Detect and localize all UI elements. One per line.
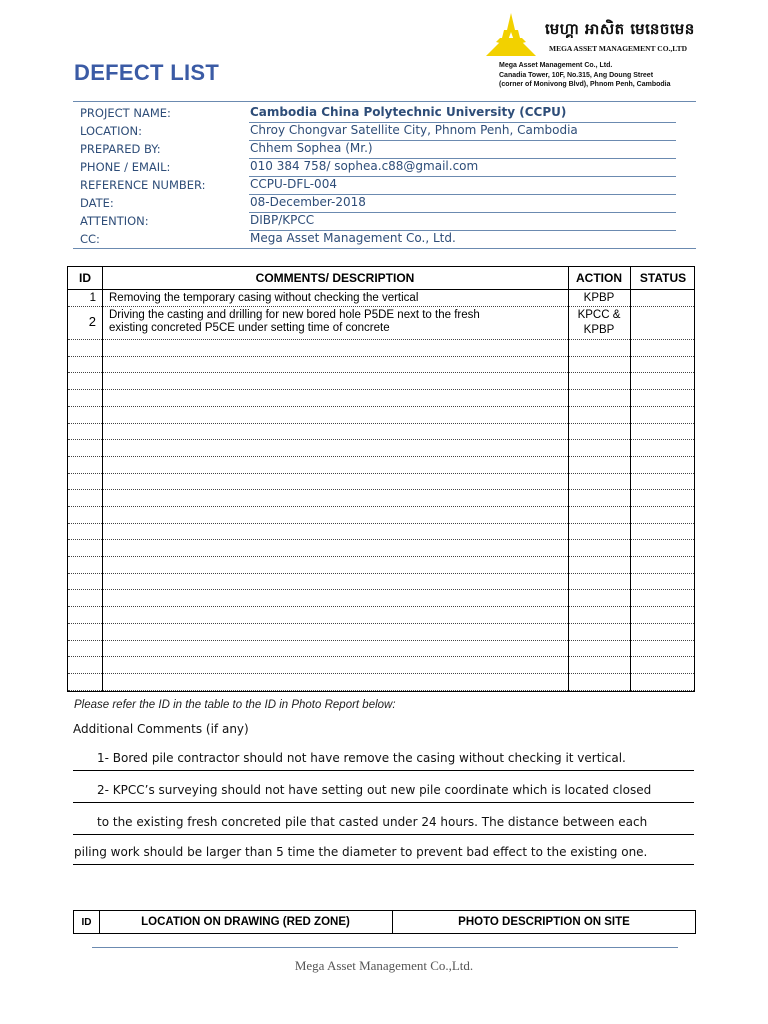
row-divider	[68, 523, 694, 524]
info-label: LOCATION:	[80, 124, 142, 138]
row-divider	[68, 556, 694, 557]
row-divider	[68, 656, 694, 657]
row-divider	[68, 589, 694, 590]
comment-text: 2- KPCC’s surveying should not have setting out new pile coordinate which is located closed	[97, 783, 652, 797]
row-divider	[68, 573, 694, 574]
info-top-rule	[73, 101, 696, 102]
header-divider	[68, 289, 694, 290]
column-divider	[102, 267, 103, 691]
info-value: Chhem Sophea (Mr.)	[249, 141, 676, 159]
row-divider	[68, 456, 694, 457]
info-value: CCPU-DFL-004	[249, 177, 676, 195]
info-row-prepared-by	[80, 140, 680, 158]
photo-header-description: PHOTO DESCRIPTION ON SITE	[458, 916, 630, 928]
info-value: 08-December-2018	[249, 195, 676, 213]
photo-table	[73, 910, 696, 934]
row-divider	[68, 439, 694, 440]
info-value: Cambodia China Polytechnic University (CCPU)	[249, 105, 676, 123]
comment-line	[73, 815, 694, 835]
row-divider	[68, 489, 694, 490]
row-divider	[68, 539, 694, 540]
info-row-date	[80, 194, 680, 212]
row-action-cont: KPBP	[583, 324, 615, 336]
row-divider	[68, 473, 694, 474]
address-line: (corner of Monivong Blvd), Phnom Penh, Cambodia	[499, 81, 671, 88]
header-action: ACTION	[576, 271, 622, 285]
info-bottom-rule	[73, 248, 696, 249]
company-logo	[482, 12, 540, 58]
defect-table	[67, 266, 695, 692]
info-label: REFERENCE NUMBER:	[80, 178, 206, 192]
additional-comments-heading: Additional Comments (if any)	[73, 722, 249, 736]
info-row-cc	[80, 230, 680, 248]
row-divider	[68, 406, 694, 407]
company-khmer-name: មេហ្គា អាសិត មេនេចមេន	[545, 20, 695, 38]
photo-header-location: LOCATION ON DRAWING (RED ZONE)	[141, 916, 350, 928]
row-divider	[68, 339, 694, 340]
comment-line	[73, 751, 694, 771]
address-line: Mega Asset Management Co., Ltd.	[499, 62, 613, 69]
row-divider	[68, 306, 694, 307]
row-id: 2	[88, 314, 96, 329]
info-row-reference	[80, 176, 680, 194]
comment-text: 1- Bored pile contractor should not have remove the casing without checking it vertical.	[97, 751, 626, 765]
row-description: Driving the casting and drilling for new bored hole P5DE next to the fresh	[109, 309, 480, 321]
info-value: 010 384 758/ sophea.c88@gmail.com	[249, 159, 676, 177]
comment-text: to the existing fresh concreted pile that casted under 24 hours. The distance between each	[97, 815, 648, 829]
footer-rule	[92, 947, 678, 948]
info-row-project	[80, 104, 680, 122]
row-divider	[68, 356, 694, 357]
row-divider	[68, 606, 694, 607]
info-value: Chroy Chongvar Satellite City, Phnom Penh, Cambodia	[249, 123, 676, 141]
info-label: CC:	[80, 232, 100, 246]
address-line: Canadia Tower, 10F, No.315, Ang Doung Street	[499, 71, 654, 79]
row-action: KPCC &	[577, 309, 621, 321]
photo-report-note: Please refer the ID in the table to the ID in Photo Report below:	[74, 699, 396, 711]
info-label: DATE:	[80, 196, 114, 210]
info-label: PROJECT NAME:	[80, 106, 171, 120]
info-row-phone-email	[80, 158, 680, 176]
header-status: STATUS	[639, 271, 687, 285]
row-description-cont: existing concreted P5CE under setting time of concrete	[109, 322, 390, 334]
info-label: PHONE / EMAIL:	[80, 160, 171, 174]
row-divider	[68, 673, 694, 674]
comment-text: piling work should be larger than 5 time the diameter to prevent bad effect to the existing one.	[74, 845, 648, 859]
info-label: PREPARED BY:	[80, 142, 161, 156]
photo-header-id: ID	[81, 917, 92, 928]
row-divider	[68, 423, 694, 424]
row-divider	[68, 640, 694, 641]
company-name: MEGA ASSET MANAGEMENT CO.,LTD	[549, 44, 688, 53]
info-label: ATTENTION:	[80, 214, 149, 228]
comment-line	[73, 783, 694, 803]
document-title: DEFECT LIST	[74, 60, 220, 85]
row-divider	[68, 690, 694, 691]
info-value: DIBP/KPCC	[249, 213, 676, 231]
info-value: Mega Asset Management Co., Ltd.	[250, 231, 456, 245]
info-row-location	[80, 122, 680, 140]
row-id: 1	[89, 292, 96, 304]
column-divider	[630, 267, 631, 691]
row-divider	[68, 389, 694, 390]
header-description: COMMENTS/ DESCRIPTION	[255, 271, 415, 285]
header-id: ID	[79, 271, 91, 285]
row-divider	[68, 372, 694, 373]
row-action: KPBP	[583, 292, 615, 304]
row-divider	[68, 506, 694, 507]
row-divider	[68, 623, 694, 624]
row-description: Removing the temporary casing without checking the vertical	[109, 292, 419, 304]
info-row-attention	[80, 212, 680, 230]
company-address	[499, 61, 671, 90]
footer-company: Mega Asset Management Co.,Ltd.	[294, 958, 474, 973]
comment-line	[73, 845, 694, 865]
